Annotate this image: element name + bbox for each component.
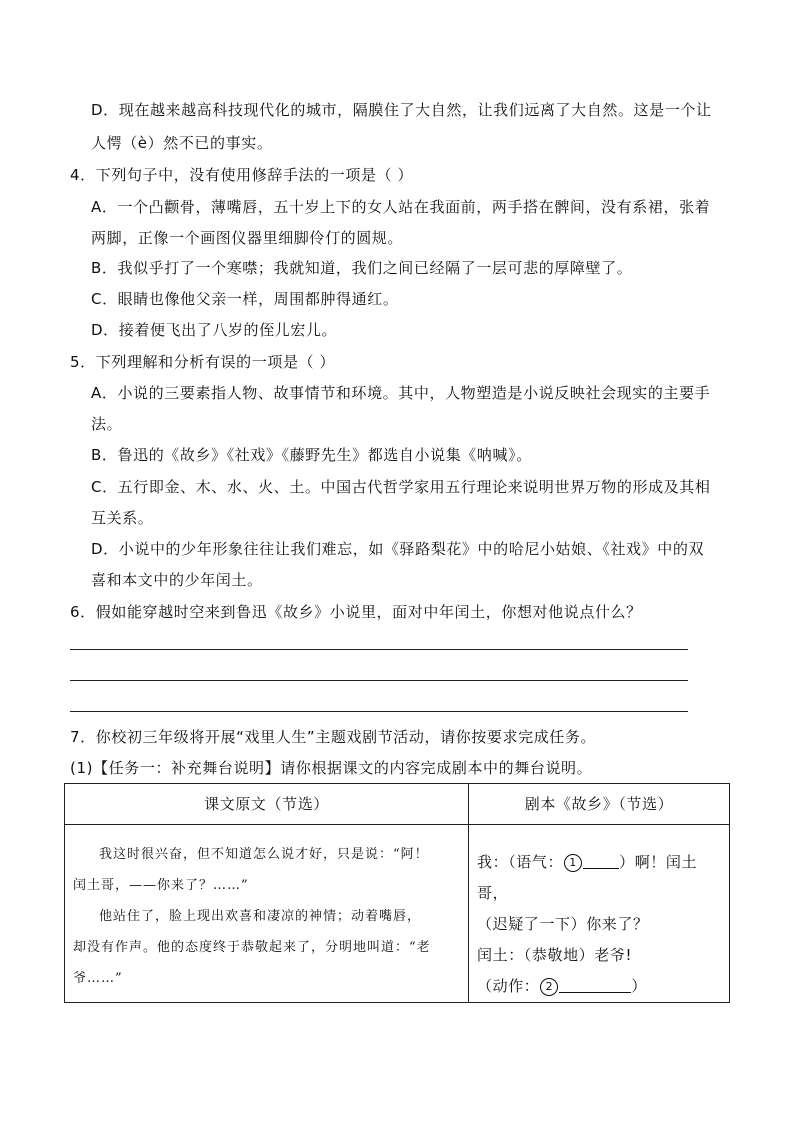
q4-stem: 4．下列句子中，没有使用修辞手法的一项是（ ） <box>70 166 414 184</box>
q3-option-d-line1: D．现在越来越高科技现代化的城市，隔膜住了大自然，让我们远离了大自然。这是一个让 <box>91 101 712 119</box>
header-original-text: 课文原文（节选） <box>65 784 469 825</box>
original-line-3: 他站住了，脸上现出欢喜和凄凉的神情；动着嘴唇， <box>99 909 422 924</box>
q3-option-d-line2: 人愕（è）然不已的事实。 <box>91 134 273 152</box>
q5-stem: 5．下列理解和分析有误的一项是（ ） <box>70 353 336 371</box>
circled-number-1: 1 <box>564 854 582 872</box>
q5-option-d-line1: D．小说中的少年形象往往让我们难忘，如《驿路梨花》中的哈尼小姑娘、《社戏》中的双 <box>91 540 705 558</box>
q5-option-d-line2: 喜和本文中的少年闰土。 <box>91 571 263 589</box>
blank-action-field[interactable] <box>559 976 631 993</box>
q4-option-a-line2: 两脚，正像一个画图仪器里细脚伶仃的圆规。 <box>91 229 404 247</box>
circled-number-2: 2 <box>540 978 558 996</box>
script-line-4-prefix: （动作： <box>477 977 540 995</box>
script-line-1-suffix: ）啊！闰土哥， <box>477 853 698 902</box>
blank-tone-field[interactable] <box>583 852 619 869</box>
script-line-4 <box>477 971 721 1002</box>
q5-option-a-line2: 法。 <box>91 415 123 433</box>
table-header-row <box>65 784 730 825</box>
script-line-4-suffix: ） <box>631 977 648 995</box>
table-body-row <box>65 825 730 1003</box>
q6-stem: 6．假如能穿越时空来到鲁迅《故乡》小说里，面对中年闰土，你想对他说点什么？ <box>70 603 642 621</box>
original-text-cell <box>65 825 469 1003</box>
q4-option-d: D．接着便飞出了八岁的侄儿宏儿。 <box>91 321 338 339</box>
q5-option-b: B．鲁迅的《故乡》《社戏》《藤野先生》都选自小说集《呐喊》。 <box>91 446 532 464</box>
script-line-1 <box>477 847 721 909</box>
script-cell <box>469 825 730 1003</box>
script-table <box>64 783 730 1003</box>
original-line-5: 爷……” <box>73 971 123 986</box>
script-line-2: （迟疑了一下）你来了？ <box>477 915 649 933</box>
q4-option-b: B．我似乎打了一个寒噤；我就知道，我们之间已经隔了一层可悲的厚障壁了。 <box>91 259 633 277</box>
original-line-1: 我这时很兴奋，但不知道怎么说才好，只是说：“阿！ <box>99 847 429 862</box>
answer-line-2[interactable] <box>70 680 688 681</box>
script-line-3: 闰土：（恭敬地）老爷! <box>477 946 633 964</box>
q7-task1: (1)【任务一：补充舞台说明】请你根据课文的内容完成剧本中的舞台说明。 <box>70 759 593 777</box>
answer-line-1[interactable] <box>70 649 688 650</box>
q5-option-c-line1: C．五行即金、木、水、火、土。中国古代哲学家用五行理论来说明世界万物的形成及其相 <box>91 478 711 496</box>
original-line-2: 闰土哥，——你来了？……” <box>73 878 249 893</box>
q5-option-c-line2: 互关系。 <box>91 509 154 527</box>
q4-option-a-line1: A．一个凸颧骨，薄嘴唇，五十岁上下的女人站在我面前，两手搭在髀间，没有系裙，张着 <box>91 198 711 216</box>
q5-option-a-line1: A．小说的三要素指人物、故事情节和环境。其中，人物塑造是小说反映社会现实的主要手 <box>91 384 711 402</box>
header-script: 剧本《故乡》（节选） <box>469 784 730 825</box>
script-line-1-prefix: 我：（语气： <box>477 853 564 871</box>
answer-line-3[interactable] <box>70 711 688 712</box>
original-line-4: 却没有作声。他的态度终于恭敬起来了，分明地叫道：“老 <box>73 940 431 955</box>
q7-stem: 7．你校初三年级将开展“戏里人生”主题戏剧节活动，请你按要求完成任务。 <box>70 728 597 746</box>
q4-option-c: C．眼睛也像他父亲一样，周围都肿得通红。 <box>91 290 399 308</box>
